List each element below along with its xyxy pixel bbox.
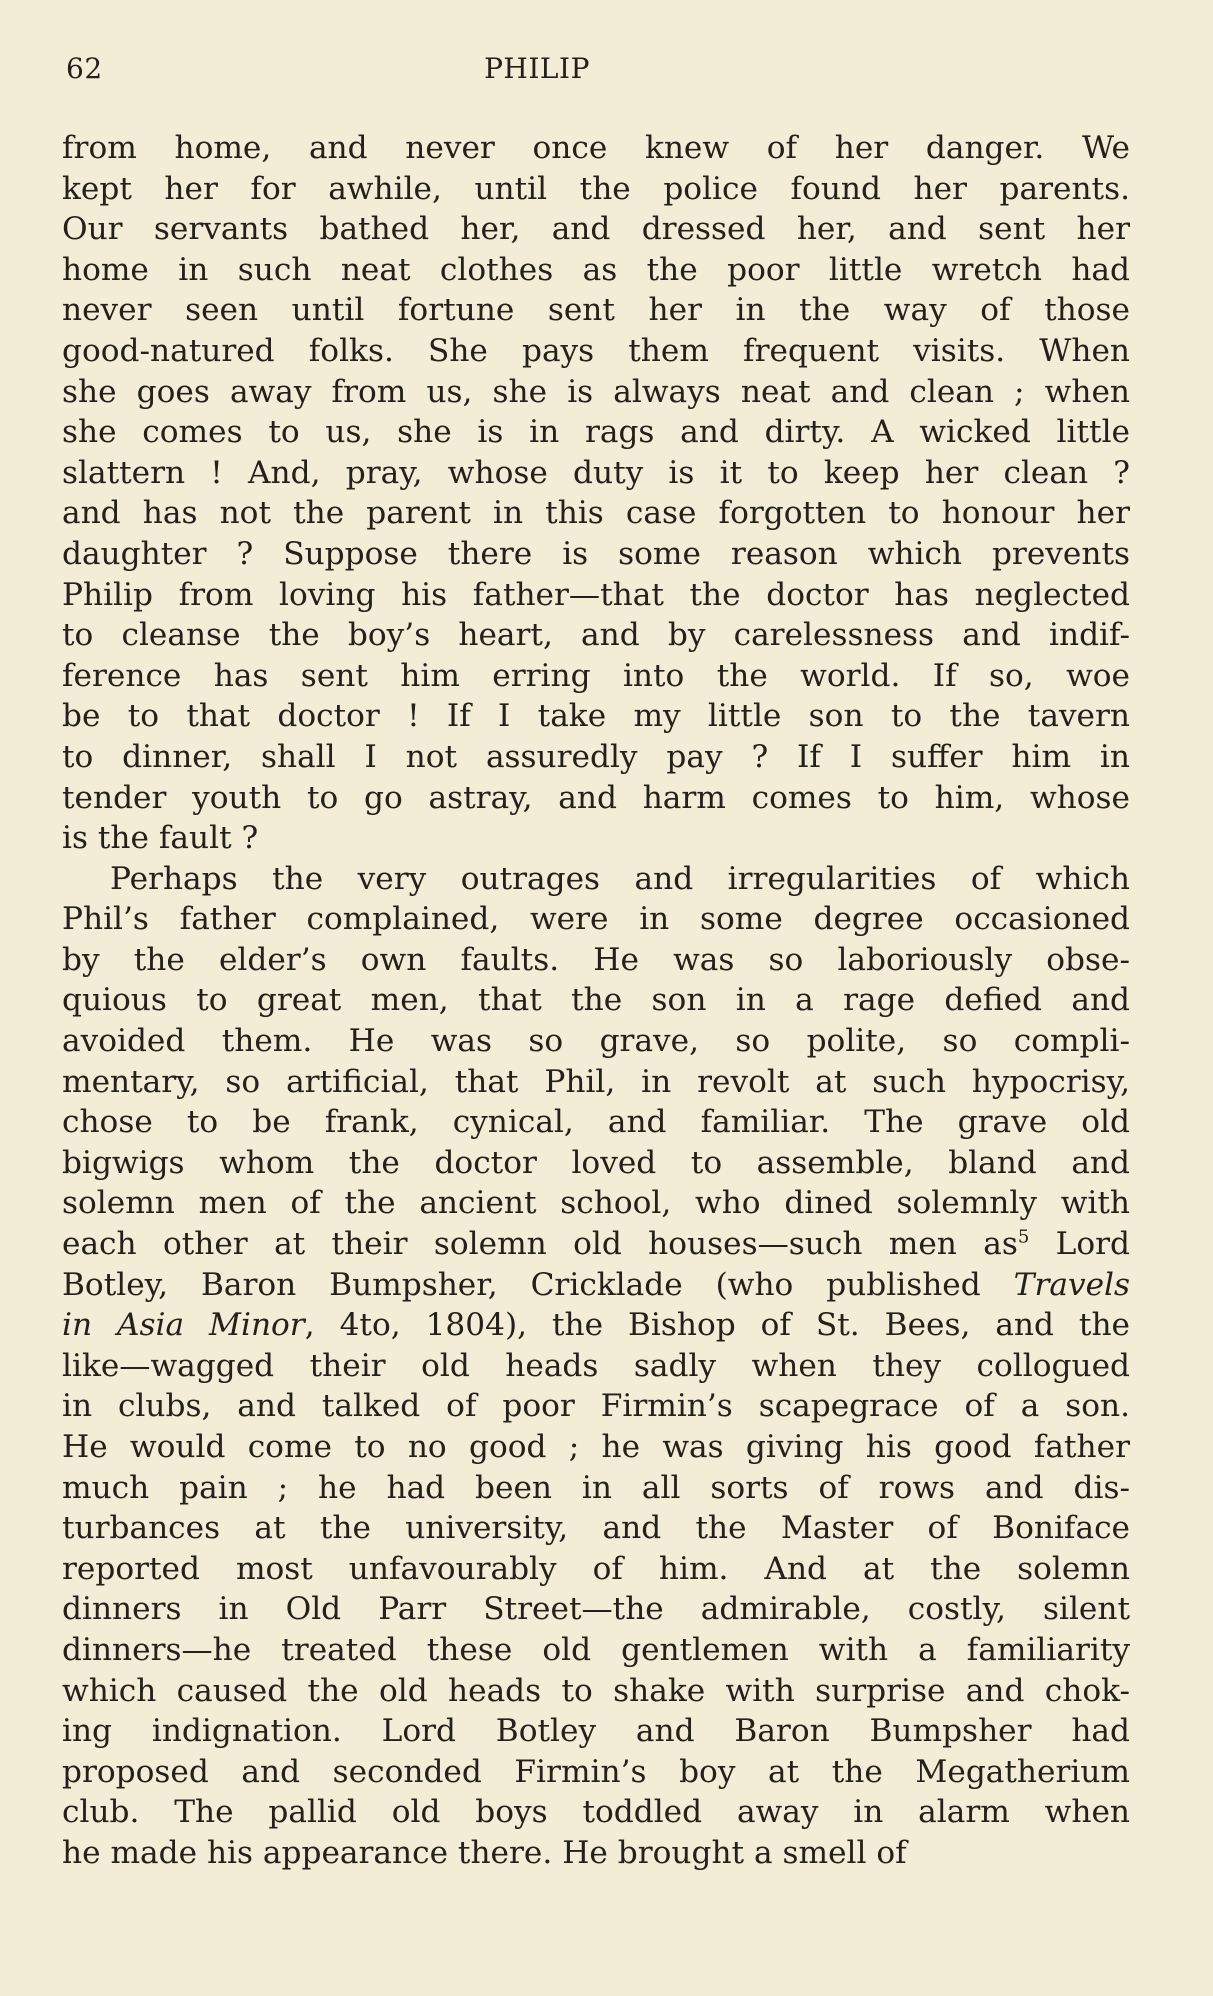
text-line (62, 453, 1130, 494)
text-segment: Lord (1029, 1226, 1130, 1263)
text-line (62, 778, 1130, 819)
text-line (62, 1833, 1130, 1874)
text-segment: mentary, so artificial, that Phil, in revolt at such hypocrisy, (62, 1063, 1130, 1100)
text-segment: ference has sent him erring into the world. If so, woe (62, 657, 1130, 694)
text-line (62, 1711, 1130, 1752)
text-line (62, 737, 1130, 778)
text-line (62, 1102, 1130, 1143)
text-segment: tender youth to go astray, and harm comes to him, whose (62, 779, 1130, 816)
text-line (62, 290, 1130, 331)
text-line (62, 859, 1130, 900)
text-line (62, 250, 1130, 291)
text-segment: slattern ! And, pray, whose duty is it to keep her clean ? (62, 454, 1130, 491)
text-segment: never seen until fortune sent her in the way of those (62, 292, 1130, 329)
text-segment: Our servants bathed her, and dressed her, and sent her (62, 211, 1130, 248)
text-line (62, 818, 1130, 859)
text-line (62, 412, 1130, 453)
text-segment: dinners—he treated these old gentlemen with a familiarity (62, 1631, 1130, 1668)
text-segment: Botley, Baron Bumpsher, Cricklade (who published (62, 1266, 1014, 1303)
body-text (62, 128, 1130, 1874)
text-segment: daughter ? Suppose there is some reason which prevents (62, 535, 1130, 572)
text-segment: to dinner, shall I not assuredly pay ? If I suffer him in (62, 738, 1130, 775)
text-segment: Philip from loving his father—that the doctor has neglected (62, 576, 1130, 613)
text-segment: be to that doctor ! If I take my little son to the tavern (62, 698, 1130, 735)
text-line (62, 1752, 1130, 1793)
running-head: PHILIP (484, 52, 590, 85)
text-segment: turbances at the university, and the Master of Boniface (62, 1510, 1130, 1547)
text-segment: quious to great men, that the son in a rage defied and (62, 982, 1130, 1019)
text-segment: He would come to no good ; he was giving his good father (62, 1429, 1130, 1465)
text-line (62, 209, 1130, 250)
text-segment: Perhaps the very outrages and irregularities of which (110, 860, 1130, 897)
text-segment: is the fault ? (62, 820, 259, 857)
text-line (62, 1265, 1130, 1306)
text-segment: bigwigs whom the doctor loved to assemble, bland and (62, 1144, 1130, 1181)
text-line (62, 575, 1130, 616)
text-segment: , 4to, 1804), the Bishop of St. Bees, and the (304, 1307, 1130, 1344)
text-line (62, 372, 1130, 413)
text-segment: she comes to us, she is in rags and dirty. A wicked little (62, 414, 1130, 451)
text-line (62, 1062, 1130, 1103)
text-line (62, 1305, 1130, 1346)
text-segment: good-natured folks. She pays them frequent visits. When (62, 332, 1130, 369)
paragraph (62, 859, 1130, 1874)
text-line (62, 1224, 1130, 1265)
text-segment: by the elder’s own faults. He was so laboriously obse- (62, 941, 1130, 978)
text-line (62, 534, 1130, 575)
text-line (62, 1508, 1130, 1549)
text-line (62, 1021, 1130, 1062)
text-segment: ing indignation. Lord Botley and Baron Bumpsher had (62, 1713, 1130, 1750)
italic-text: in Asia Minor (62, 1307, 305, 1344)
text-segment: and has not the parent in this case forgotten to honour her (62, 495, 1130, 532)
text-segment: which caused the old heads to shake with surprise and chok- (62, 1672, 1130, 1709)
text-segment: avoided them. He was so grave, so polite, so compli- (62, 1023, 1130, 1060)
text-segment: club. The pallid old boys toddled away in alarm when (62, 1794, 1130, 1831)
page-header (62, 52, 1132, 92)
footnote-marker: 5 (1017, 1226, 1030, 1248)
text-line (62, 331, 1130, 372)
page-number: 62 (66, 52, 103, 85)
text-line (62, 615, 1130, 656)
text-segment: to cleanse the boy’s heart, and by carelessness and indif- (62, 617, 1130, 654)
text-line (62, 128, 1130, 169)
text-segment: she goes away from us, she is always neat and clean ; when (62, 373, 1130, 410)
text-segment: Phil’s father complained, were in some degree occasioned (62, 901, 1130, 938)
text-line (62, 656, 1130, 697)
text-line (62, 899, 1130, 940)
text-segment: in clubs, and talked of poor Firmin’s scapegrace of a son. (62, 1388, 1130, 1425)
text-line (62, 1589, 1130, 1630)
text-segment: home in such neat clothes as the poor little wretch had (62, 251, 1130, 288)
text-segment: proposed and seconded Firmin’s boy at the Megatherium (62, 1753, 1130, 1790)
italic-text: Travels (1013, 1266, 1130, 1303)
text-line (62, 696, 1130, 737)
text-line (62, 940, 1130, 981)
text-line (62, 1386, 1130, 1427)
text-segment: like—wagged their old heads sadly when they collogued (62, 1347, 1130, 1384)
text-line (62, 493, 1130, 534)
text-line (62, 1183, 1130, 1224)
text-segment: he made his appearance there. He brought a smell of (62, 1834, 907, 1871)
text-line (62, 1143, 1130, 1184)
text-segment: solemn men of the ancient school, who dined solemnly with (62, 1185, 1130, 1222)
text-line (62, 1671, 1130, 1712)
text-segment: reported most unfavourably of him. And at the solemn (62, 1550, 1130, 1587)
text-line (62, 1468, 1130, 1509)
text-segment: chose to be frank, cynical, and familiar. The grave old (62, 1104, 1130, 1141)
text-segment: much pain ; he had been in all sorts of rows and dis- (62, 1469, 1130, 1506)
text-segment: from home, and never once knew of her danger. We (62, 130, 1130, 166)
text-segment: dinners in Old Parr Street—the admirable, costly, silent (62, 1591, 1130, 1628)
text-segment: kept her for awhile, until the police found her parents. (62, 170, 1130, 207)
text-line (62, 1630, 1130, 1671)
text-line (62, 169, 1130, 210)
text-segment: each other at their solemn old houses—such men as (62, 1226, 1018, 1263)
text-line (62, 1427, 1130, 1468)
text-line (62, 1346, 1130, 1387)
text-line (62, 980, 1130, 1021)
text-line (62, 1549, 1130, 1590)
paragraph (62, 128, 1130, 859)
text-line (62, 1792, 1130, 1833)
